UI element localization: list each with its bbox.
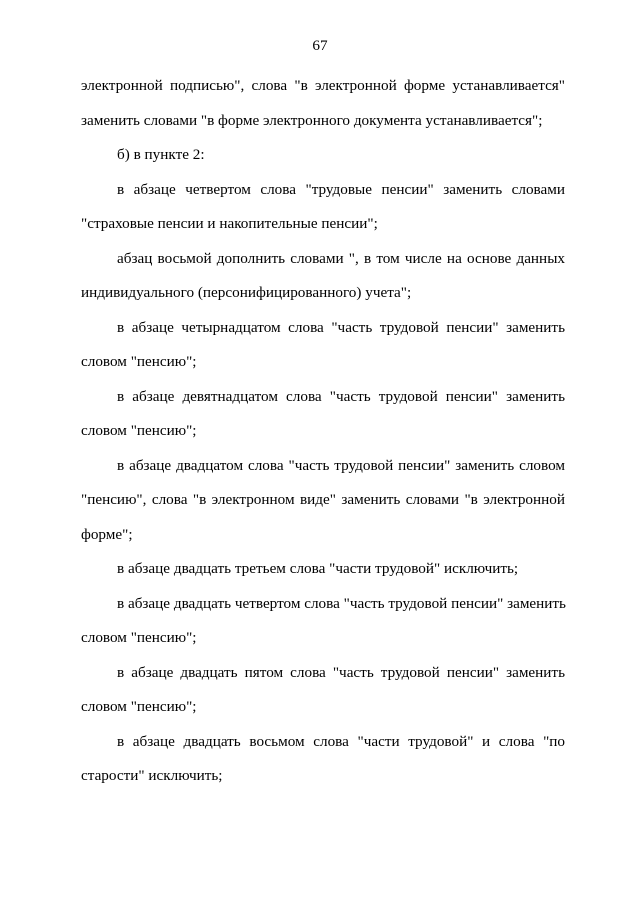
paragraph-4-line-1: абзац восьмой дополнить словами ", в том числе на основе данных — [117, 250, 565, 267]
paragraph-7-line-2: "пенсию", слова "в электронном виде" заменить словами "в электронной — [81, 491, 565, 508]
paragraph-4-line-2: индивидуального (персонифицированного) учета"; — [81, 284, 412, 301]
paragraph-8-line-1: в абзаце двадцать третьем слова "части трудовой" исключить; — [117, 560, 519, 577]
paragraph-11-line-1: в абзаце двадцать восьмом слова "части трудовой" и слова "по — [117, 733, 565, 750]
paragraph-5-line-1: в абзаце четырнадцатом слова "часть трудовой пенсии" заменить — [117, 319, 565, 336]
paragraph-11-line-2: старости" исключить; — [81, 767, 223, 784]
paragraph-6-line-1: в абзаце девятнадцатом слова "часть трудовой пенсии" заменить — [117, 388, 565, 405]
paragraph-9-line-1: в абзаце двадцать четвертом слова "часть трудовой пенсии" заменить — [117, 595, 566, 612]
paragraph-3-line-1: в абзаце четвертом слова "трудовые пенсии" заменить словами — [117, 181, 565, 198]
paragraph-2-line-1: б) в пункте 2: — [117, 146, 205, 163]
page-number: 67 — [312, 37, 328, 54]
paragraph-10-line-2: словом "пенсию"; — [81, 698, 197, 715]
paragraph-6-line-2: словом "пенсию"; — [81, 422, 197, 439]
paragraph-1-line-2: заменить словами "в форме электронного документа устанавливается"; — [81, 112, 543, 129]
paragraph-1-line-1: электронной подписью", слова "в электронной форме устанавливается" — [81, 77, 565, 94]
paragraph-10-line-1: в абзаце двадцать пятом слова "часть трудовой пенсии" заменить — [117, 664, 565, 681]
paragraph-9-line-2: словом "пенсию"; — [81, 629, 197, 646]
paragraph-3-line-2: "страховые пенсии и накопительные пенсии"; — [81, 215, 378, 232]
paragraph-5-line-2: словом "пенсию"; — [81, 353, 197, 370]
paragraph-7-line-3: форме"; — [81, 526, 133, 543]
paragraph-7-line-1: в абзаце двадцатом слова "часть трудовой пенсии" заменить словом — [117, 457, 565, 474]
